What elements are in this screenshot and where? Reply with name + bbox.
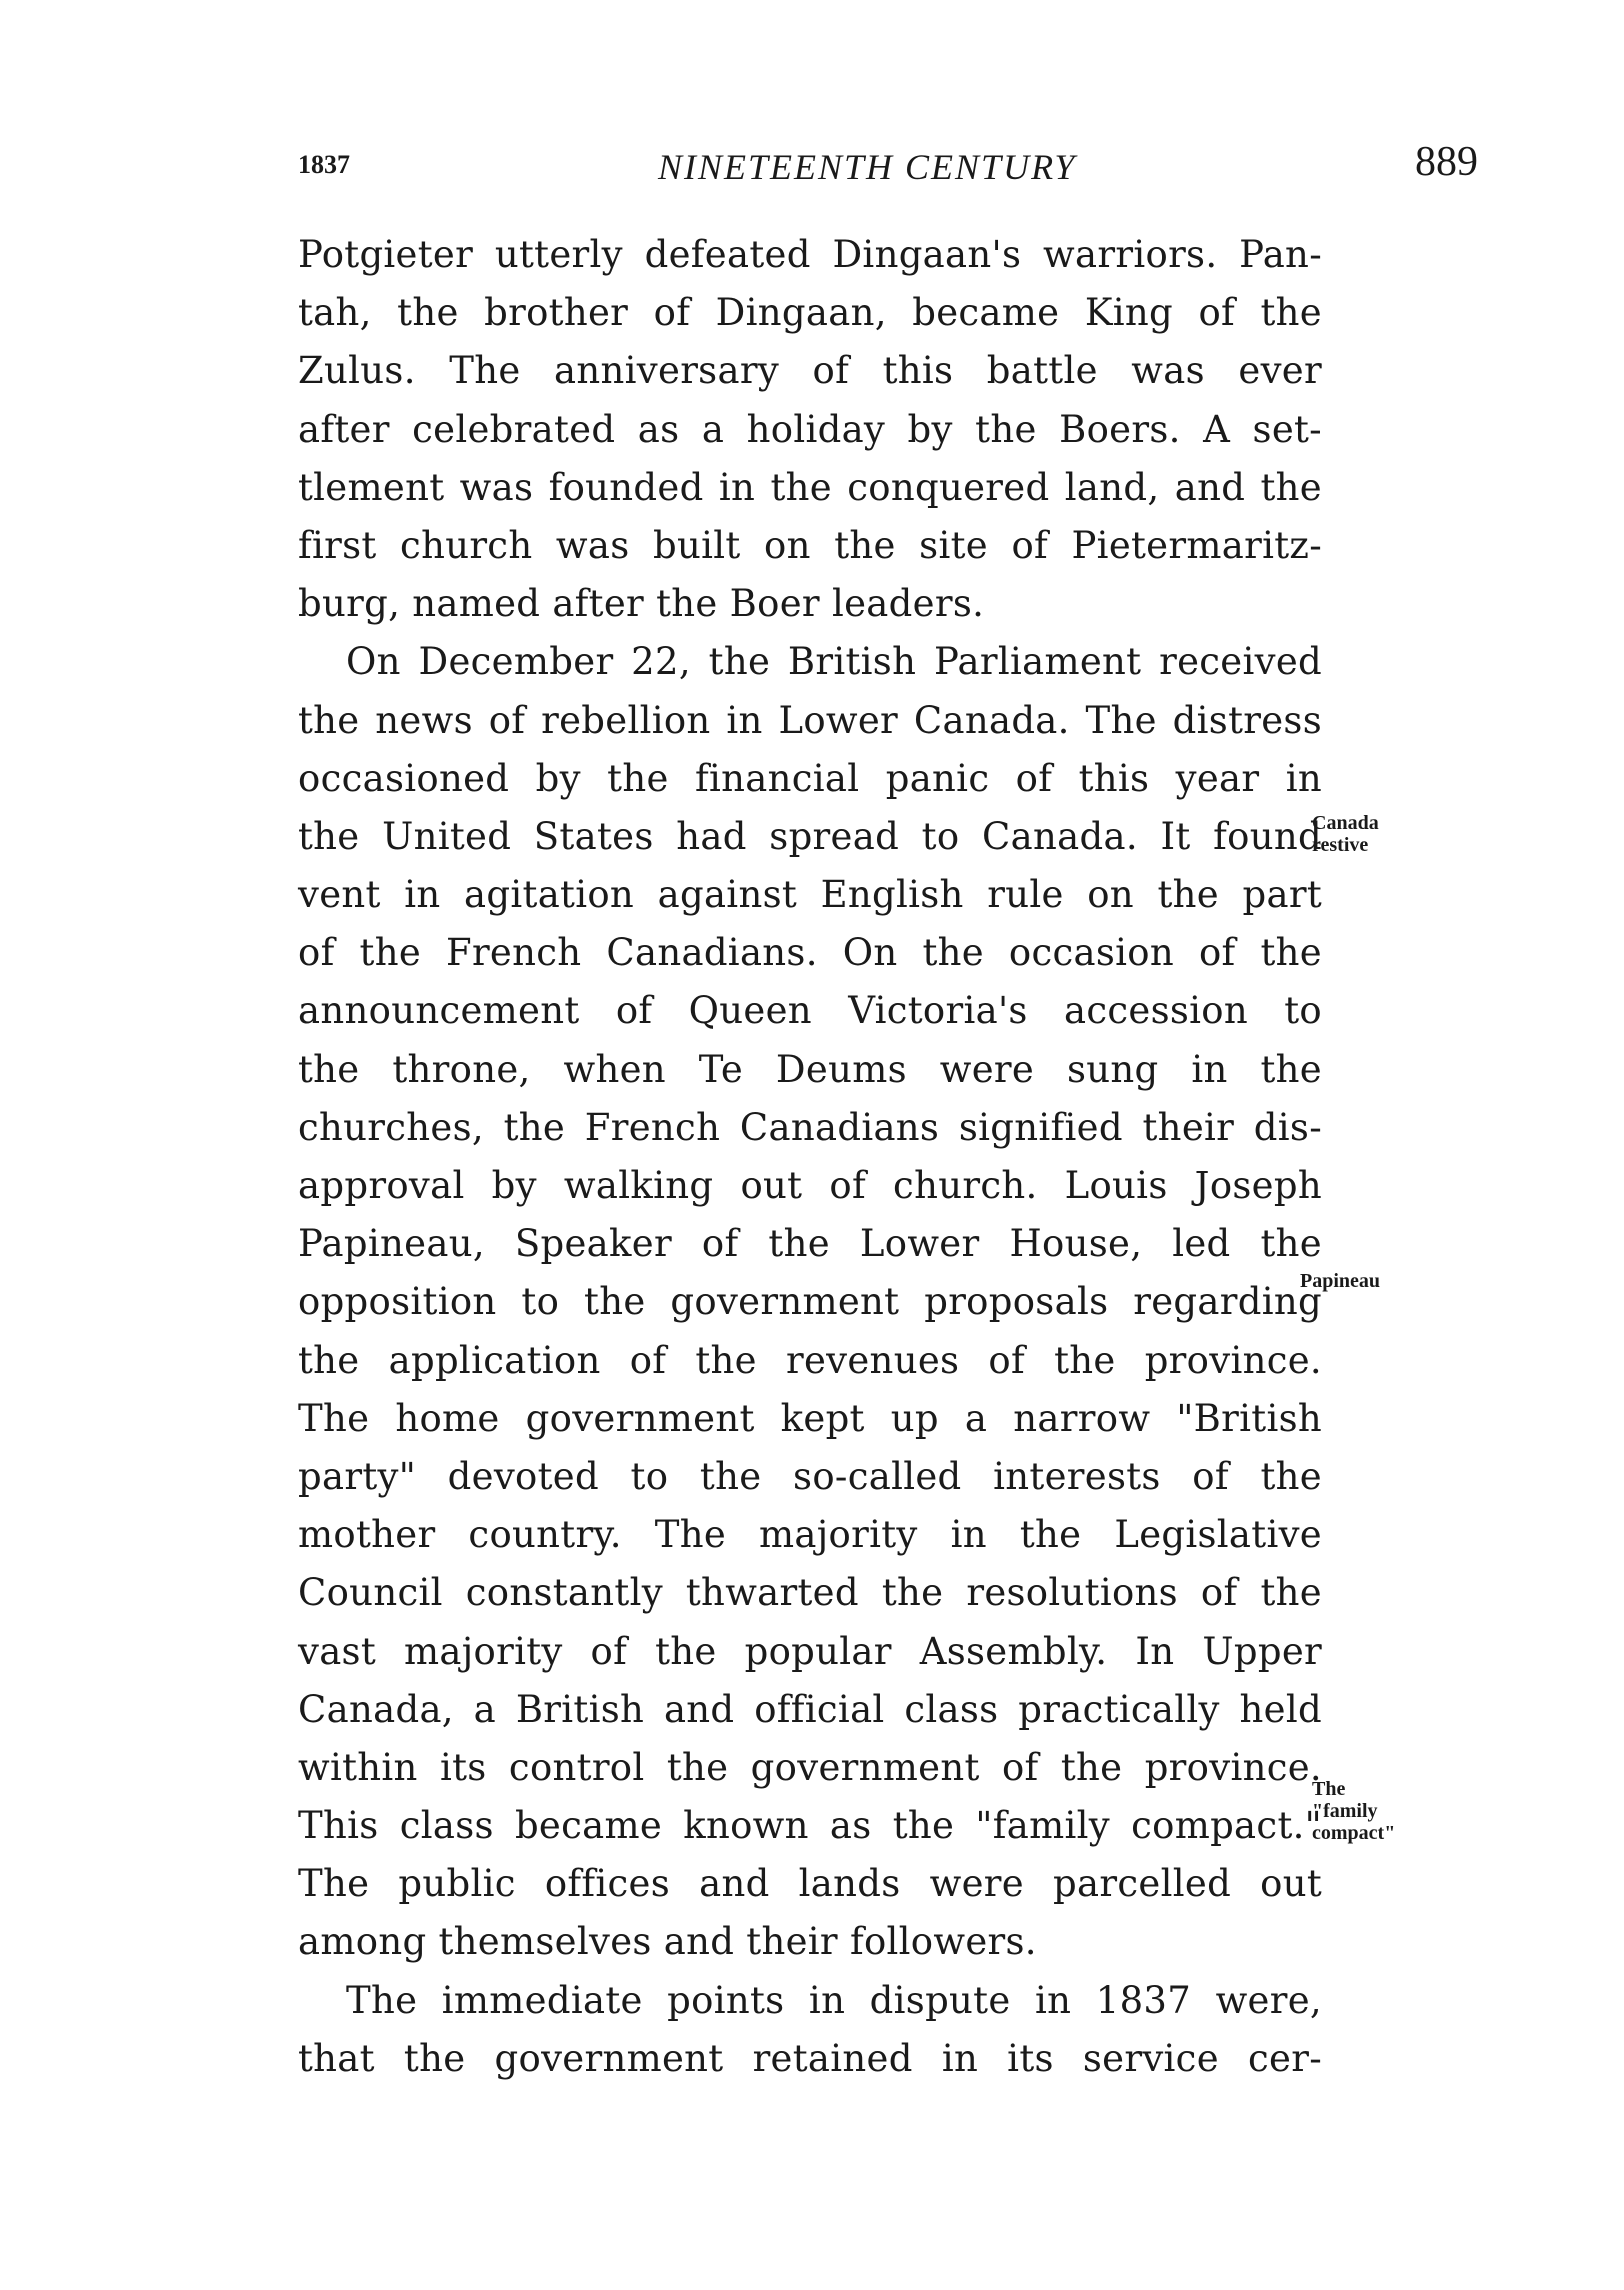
text-line: mother country. The majority in the Legislative <box>298 1513 1322 1557</box>
header-title: NINETEENTH CENTURY <box>658 147 1077 187</box>
text-line: within its control the government of the province. <box>298 1745 1322 1789</box>
text-line: of the French Canadians. On the occasion of the <box>298 931 1322 975</box>
page-number: 889 <box>1415 139 1478 185</box>
text-line: vast majority of the popular Assembly. In Upper <box>298 1629 1322 1673</box>
header-year: 1837 <box>298 150 350 179</box>
text-line: burg, named after the Boer leaders. <box>298 582 985 626</box>
paragraph-1 <box>298 226 1322 633</box>
margin-note-line: Papineau <box>1300 1270 1381 1292</box>
text-line: first church was built on the site of Pietermaritz- <box>298 523 1322 567</box>
text-line: Canada, a British and official class practically held <box>298 1687 1322 1731</box>
text-line: approval by walking out of church. Louis Joseph <box>298 1164 1322 1207</box>
text-line: Council constantly thwarted the resolutions of the <box>298 1571 1322 1615</box>
margin-note-family-compact <box>1312 1778 1395 1844</box>
text-line: after celebrated as a holiday by the Boers. A set- <box>298 407 1322 451</box>
text-line: Papineau, Speaker of the Lower House, led the <box>298 1222 1322 1266</box>
margin-note-line: The <box>1312 1778 1346 1800</box>
text-line: The home government kept up a narrow "British <box>298 1396 1322 1440</box>
running-header <box>298 138 1478 198</box>
text-line: On December 22, the British Parliament received <box>346 640 1322 684</box>
paragraph-3 <box>298 1972 1322 2088</box>
text-line: tah, the brother of Dingaan, became King of the <box>298 291 1322 335</box>
text-line: The public offices and lands were parcelled out <box>298 1862 1322 1906</box>
margin-note-papineau <box>1300 1270 1380 1292</box>
text-line: that the government retained in its service cer- <box>298 2036 1322 2080</box>
paragraph-2 <box>298 633 1322 1971</box>
text-line: the throne, when Te Deums were sung in the <box>298 1047 1322 1091</box>
margin-note-line: restive <box>1312 834 1369 856</box>
text-line: occasioned by the financial panic of this year in <box>298 756 1322 800</box>
text-line: Potgieter utterly defeated Dingaan's warriors. Pan- <box>298 233 1322 276</box>
body-text <box>298 226 1322 2088</box>
margin-note-line: Canada <box>1312 812 1379 834</box>
text-line: party" devoted to the so-called interests of the <box>298 1454 1322 1498</box>
text-line: the United States had spread to Canada. It found <box>298 814 1322 858</box>
text-line: among themselves and their followers. <box>298 1920 1037 1964</box>
text-line: vent in agitation against English rule on the part <box>298 873 1322 917</box>
margin-note-line: "family <box>1312 1800 1378 1822</box>
text-line: announcement of Queen Victoria's accession to <box>298 989 1322 1033</box>
text-line: the application of the revenues of the province. <box>298 1338 1322 1382</box>
text-line: Zulus. The anniversary of this battle was ever <box>298 349 1322 393</box>
margin-note-line: compact" <box>1312 1822 1396 1844</box>
text-line: opposition to the government proposals regarding <box>298 1280 1322 1324</box>
text-line: The immediate points in dispute in 1837 were, <box>346 1978 1322 2022</box>
text-line: churches, the French Canadians signified their dis- <box>298 1105 1322 1149</box>
text-line: the news of rebellion in Lower Canada. The distress <box>298 698 1322 742</box>
text-line: This class became known as the "family compact." <box>298 1804 1322 1848</box>
text-line: tlement was founded in the conquered land, and the <box>298 465 1322 509</box>
margin-note-canada-restive <box>1312 812 1379 856</box>
